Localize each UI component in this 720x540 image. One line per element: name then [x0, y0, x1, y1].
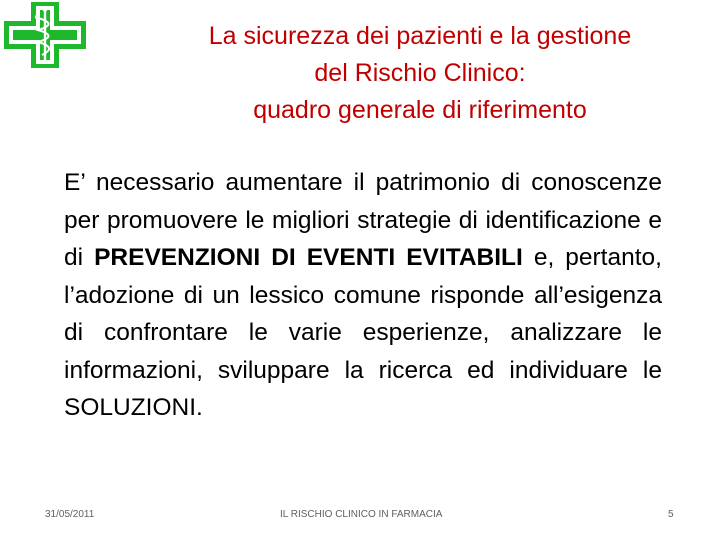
title-line-1: La sicurezza dei pazienti e la gestione [208, 22, 632, 50]
body-paragraph [64, 164, 662, 427]
pharmacy-cross-caduceus-icon [2, 0, 88, 70]
slide-number: 5 [668, 509, 674, 520]
body-text-bold: PREVENZIONI DI EVENTI EVITABILI [94, 244, 523, 271]
body-text-part-2: e, pertanto, l’adozione di un lessico comune risponde all’esigenza di confrontare le varie esperienze, analizzare le informazioni, sviluppare la ricerca ed individuare le SOLUZIONI. [64, 244, 662, 421]
footer-date: 31/05/2011 [45, 509, 95, 520]
footer-title: IL RISCHIO CLINICO IN FARMACIA [280, 509, 443, 520]
slide-title [150, 18, 690, 129]
body-text-part-1: E’ necessario aumentare il patrimonio di conoscenze per promuovere le migliori strategie di identificazione e di [64, 169, 662, 271]
title-line-2: del Rischio Clinico: [314, 59, 526, 87]
title-line-3: quadro generale di riferimento [253, 96, 587, 124]
